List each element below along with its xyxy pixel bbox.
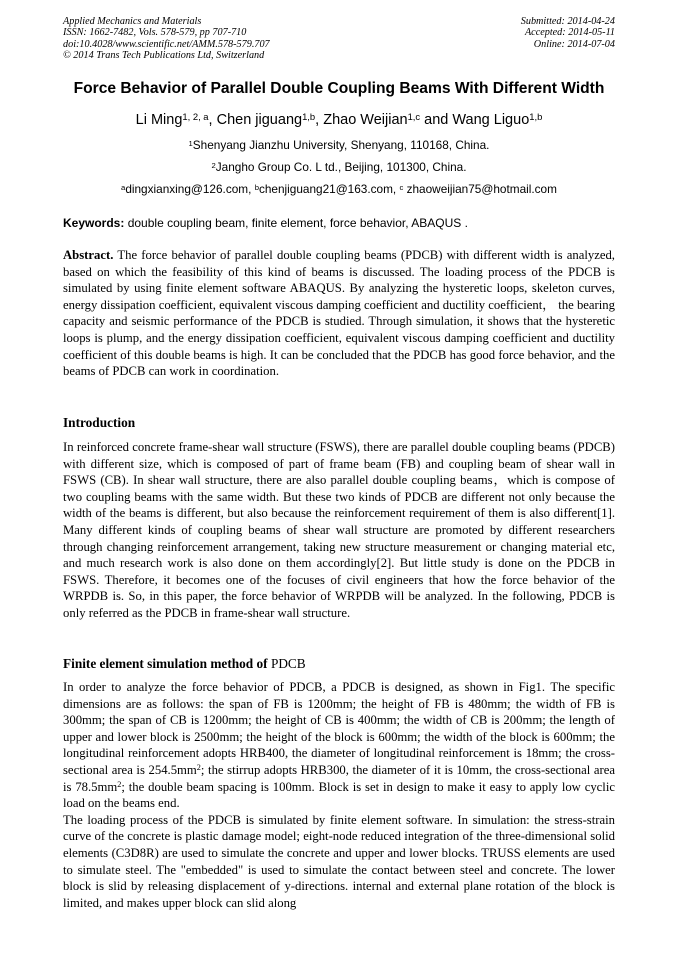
author-list: Li Ming$^{1, 2, a}$, Chen jiguang$^{1,b}$, Zhao Weijian$^{1,c}$ and Wang Liguo$^{1,b}$: [135, 110, 543, 128]
affiliation-1: [30, 138, 648, 152]
abstract-text: The force behavior of parallel double coupling beams (PDCB) with different width is analyzed, based on which the feasibility of this kind of beams is discussed. The loading process of the PDCB is simulated by using finite element software ABAQUS. By analyzing the hysteretic loops, skeleton curves, energy dissipation coefficient, equivalent viscous damping coefficient and ductility coefficient， the bearing capacity and seismic performance of the PDCB is studied. Through simulation, it shows that the hysteretic loops is plump, and the energy dissipation coefficient, equivalent viscous damping coefficient and ductility coefficient of this double beams is high. It can be concluded that the PDCB has good force behavior, and the beams of PDCB can work in coordination.: [63, 248, 615, 379]
email-address: zhaoweijian75@hotmail.com: [406, 182, 557, 196]
fe-paragraph-1: [63, 679, 615, 812]
submitted-date: Submitted: 2014-04-24: [520, 16, 615, 27]
accepted-date: Accepted: 2014-05-11: [524, 27, 615, 39]
affiliation-text: Shenyang Jianzhu University, Shenyang, 110168, China.: [192, 138, 490, 152]
author-emails: [30, 182, 648, 196]
author-affiliation-mark: 1, 2, a: [182, 110, 209, 122]
affiliation-2: [30, 160, 648, 174]
superscript: 2: [196, 763, 201, 773]
author-name: Chen jiguang: [216, 112, 303, 128]
publication-dates: [521, 16, 615, 50]
keywords: [63, 216, 615, 230]
fe-heading-bold: Finite element simulation method of: [63, 656, 268, 671]
keywords-text: double coupling beam, finite element, force behavior, ABAQUS .: [127, 216, 468, 230]
fe-section-heading: [63, 656, 615, 672]
superscript: 2: [117, 779, 122, 789]
journal-doi: doi:10.4028/www.scientific.net/AMM.578-579.707: [63, 38, 270, 50]
author-name: Li Ming: [135, 112, 183, 128]
email-mark: c: [399, 182, 404, 192]
fe-heading-plain: PDCB: [270, 656, 306, 671]
author-affiliation-mark: 1,b: [302, 110, 316, 122]
paper-title: Force Behavior of Parallel Double Coupling Beams With Different Width: [73, 80, 605, 97]
email-mark: b: [254, 182, 259, 192]
email-address: chenjiguang21@163.com,: [258, 182, 397, 196]
journal-info: [63, 16, 270, 61]
author-name: Zhao Weijian: [323, 112, 408, 128]
author-conjunction: and: [424, 112, 449, 128]
email-mark: a: [121, 182, 126, 192]
author-affiliation-mark: 1,b: [529, 110, 543, 122]
online-date: Online: 2014-07-04: [533, 38, 615, 50]
introduction-heading: Introduction: [63, 415, 136, 430]
fe-section-text: [63, 679, 615, 911]
keywords-label: Keywords:: [63, 216, 125, 230]
fe-p1-text: In order to analyze the force behavior of PDCB, a PDCB is designed, as shown in Fig1. The specific dimensions are as follows: the span of FB is 1200mm; the height of FB is 480mm; the width of FB is 300mm; the span of CB is 1200mm; the height of CB is 400mm; the width of CB is 200mm; the length of upper and lower block is 2500mm; the height of the block is 600mm; the width of the block is 600mm; the longitudinal reinforcement adopts HRB400, the diameter of longitudinal reinforcement is 18mm; the cross-sectional area is 254.5mm: [63, 680, 615, 777]
fe-paragraph-2: The loading process of the PDCB is simulated by finite element software. In simulation: the stress-strain curve of the concrete is plastic damage model; eight-node reduced integration of the three-dimensional solid elements (C3D8R) are used to simulate the concrete and upper and lower blocks. TRUSS elements are used to simulate steel. The "embedded" is used to simulate the contact between steel and concrete. The lower block is slid by releasing displacement of y-directions. internal and external plane rotation of the block is limited, and makes upper block can slid along: [63, 812, 615, 910]
email-address: dingxianxing@126.com,: [125, 182, 252, 196]
fe-p1-text: ; the stirrup adopts HRB300, the diameter of it is 10mm, the cross-sectional area is 78.5mm: [63, 762, 615, 794]
affiliation-mark: 2: [211, 160, 216, 170]
author-affiliation-mark: 1,c: [407, 110, 421, 122]
abstract-label: Abstract.: [63, 248, 114, 262]
author-name: Wang Liguo: [452, 112, 530, 128]
affiliation-text: Jangho Group Co. L td., Beijing, 101300, China.: [215, 160, 467, 174]
fe-p1-text: ; the double beam spacing is 100mm. Block is set in design to make it easy to apply low cyclic load on the beams end.: [63, 779, 615, 811]
abstract: [63, 247, 615, 380]
introduction-paragraph: In reinforced concrete frame-shear wall structure (FSWS), there are parallel double coupling beams (PDCB) with different size, which is composed of part of frame beam (FB) and coupling beam of shear wall in FSWS (CB). In shear wall structure, there are also parallel double coupling beams，which is compose of two coupling beams with the same width. But these two kinds of PDCB are different not only because the width of the beams is different, but also because the reinforcement requirement of them is also different[1]. Many different kinds of coupling beams of shear wall structure are promoted by different researchers through changing reinforcement arrangement, taking new structure measurement or changing material etc, and much research work is also done on them accordingly[2]. But little study is done on the PDCB in FSWS. Therefore, it becomes one of the focuses of civil engineers that how the force behavior of the WRPDB is. So, in this paper, the force behavior of WRPDB will be analyzed. In the following, PDCB is only referred as the PDCB in frame-shear wall structure.: [63, 440, 615, 620]
journal-name: Applied Mechanics and Materials: [63, 16, 202, 27]
journal-issn: ISSN: 1662-7482, Vols. 578-579, pp 707-710: [63, 27, 247, 39]
affiliation-mark: 1: [188, 138, 193, 148]
introduction-text: [63, 439, 615, 622]
journal-copyright: © 2014 Trans Tech Publications Ltd, Switzerland: [63, 49, 265, 61]
